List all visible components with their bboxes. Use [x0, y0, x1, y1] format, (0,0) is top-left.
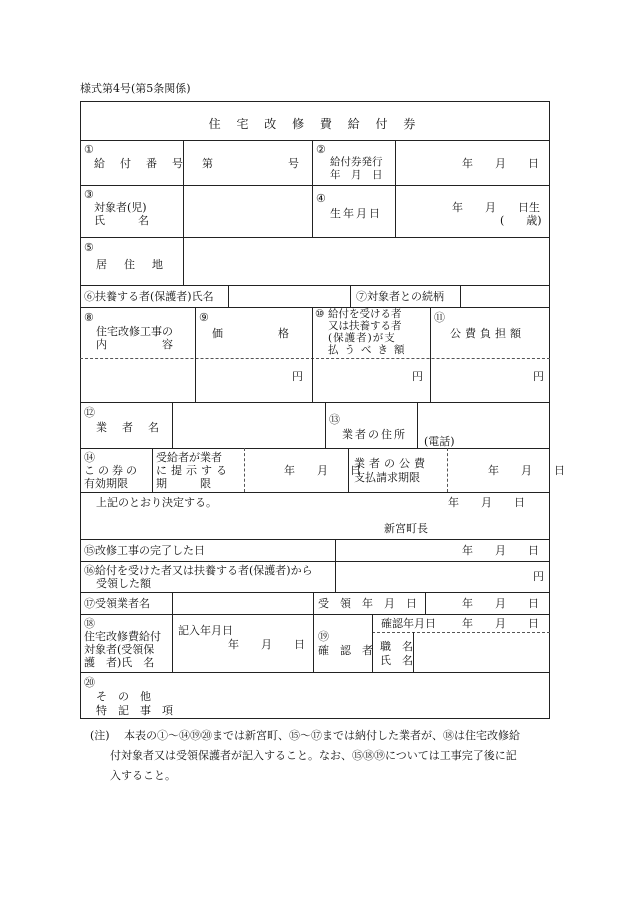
cell-18-label-1: 住宅改修費給付: [84, 630, 161, 643]
cell-17-date: 年 月 日: [462, 597, 539, 610]
cell-13-label: 業者の住所: [342, 428, 407, 441]
cell-19-position: 職 名: [380, 640, 413, 653]
cell-11-yen: 円: [533, 370, 544, 383]
note-line-1: 本表の①～⑭⑲⑳までは新宮町、⑮～⑰までは納付した業者が、⑱は住宅改修給: [124, 729, 520, 742]
cell-11-number: ⑪: [434, 311, 445, 324]
cell-1-dai: 第: [202, 157, 213, 170]
cell-1-label: 給 付 番 号: [94, 157, 185, 170]
cell-18-date: 年 月 日: [228, 638, 305, 651]
cell-18-number: ⑱: [84, 617, 95, 630]
cell-8-number: ⑧: [84, 311, 94, 324]
cell-14-right-2: 支払請求期限: [354, 471, 420, 484]
form-style-label: 様式第4号(第5条関係): [80, 82, 191, 95]
cell-13-number: ⑬: [329, 413, 340, 426]
cell-10-label-1: 給付を受ける者: [328, 308, 402, 320]
cell-12-label: 業 者 名: [96, 421, 161, 434]
cell-18-label-2: 対象者(受領保: [84, 643, 155, 656]
cell-14-label-2: 有効期限: [84, 477, 128, 490]
cell-19-confirm-date: 年 月 日: [462, 617, 539, 630]
cell-17-label: ⑰受領業者名: [84, 597, 150, 610]
cell-3-label-1: 対象者(児): [94, 201, 147, 214]
cell-10-label-3: (保護者)が支: [328, 332, 396, 344]
cell-4-value: 年 月 日生: [452, 201, 540, 214]
cell-1-go: 号: [288, 157, 299, 170]
cell-5-label: 居 住 地: [96, 258, 166, 271]
cell-14-label-1: この券の: [84, 464, 140, 477]
cell-4-label: 生年月日: [330, 207, 382, 220]
cell-14-sub-1: 受給者が業者: [156, 451, 222, 464]
note-prefix: (注): [90, 729, 110, 742]
note-line-2: 付対象者又は受領保護者が記入すること。なお、⑮⑱⑲については工事完了後に記: [110, 749, 517, 762]
cell-14-right-date: 年 月 日: [488, 464, 565, 477]
cell-17-date-label: 受 領 年 月 日: [318, 597, 417, 610]
cell-6-label: ⑥扶養する者(保護者)氏名: [84, 290, 214, 303]
cell-14-sub-2: に提示する: [156, 464, 231, 477]
cell-10-yen: 円: [412, 370, 423, 383]
cell-10-number: ⑩: [315, 308, 325, 320]
cell-9-yen: 円: [292, 370, 303, 383]
cell-14-sub-3: 期 限: [156, 477, 211, 490]
cell-10-label-2: 又は扶養する者: [328, 320, 402, 332]
cell-14-date: 年 月 日: [284, 464, 361, 477]
cell-3-label-2: 氏 名: [94, 214, 149, 227]
cell-19-label: 確 認 者: [318, 644, 373, 657]
cell-20-label-1: そ の 他: [96, 690, 151, 703]
cell-18-entry-label: 記入年月日: [178, 624, 233, 637]
cell-5-number: ⑤: [84, 241, 94, 254]
cell-16-yen: 円: [533, 570, 544, 583]
cell-8-label-1: 住宅改修工事の: [96, 325, 173, 338]
cell-1-number: ①: [84, 143, 94, 156]
cell-14-right-1: 業者の公費: [354, 457, 429, 470]
cell-9-label: 価 格: [212, 327, 289, 340]
cell-11-label: 公費負担額: [450, 327, 525, 340]
cell-19-name: 氏 名: [380, 654, 413, 667]
cell-4-age: ( 歳): [500, 214, 542, 227]
cell-13-phone: (電話): [424, 435, 455, 448]
cell-2-date: 年 月 日: [462, 157, 539, 170]
cell-15-date: 年 月 日: [462, 544, 539, 557]
decision-text: 上記のとおり決定する。: [96, 496, 217, 509]
cell-18-label-3: 護 者)氏 名: [84, 656, 155, 669]
form-title: 住 宅 改 修 費 給 付 券: [208, 117, 422, 131]
cell-2-label-2: 年 月 日: [330, 169, 383, 181]
cell-12-number: ⑫: [84, 406, 95, 419]
cell-20-number: ⑳: [84, 676, 95, 689]
cell-7-label: ⑦対象者との続柄: [356, 290, 444, 303]
cell-19-confirm-label: 確認年月日: [381, 617, 436, 630]
cell-20-label-2: 特 記 事 項: [96, 704, 173, 717]
cell-14-number: ⑭: [84, 451, 95, 464]
decision-date: 年 月 日: [448, 496, 525, 509]
cell-16-label-2: 受領した額: [96, 577, 151, 590]
cell-2-label-1: 給付券発行: [330, 156, 383, 168]
cell-9-number: ⑨: [199, 311, 209, 324]
signer: 新宮町長: [384, 522, 428, 535]
note-line-3: 入すること。: [110, 769, 176, 782]
cell-15-label: ⑮改修工事の完了した日: [84, 544, 205, 557]
cell-3-number: ③: [84, 188, 94, 201]
cell-8-label-2: 内 容: [96, 338, 173, 351]
cell-10-label-4: 払うべき額: [328, 344, 411, 356]
cell-2-number: ②: [316, 143, 326, 156]
cell-4-number: ④: [316, 192, 326, 205]
cell-16-label-1: ⑯給付を受けた者又は扶養する者(保護者)から: [84, 564, 313, 577]
cell-19-number: ⑲: [318, 630, 329, 643]
